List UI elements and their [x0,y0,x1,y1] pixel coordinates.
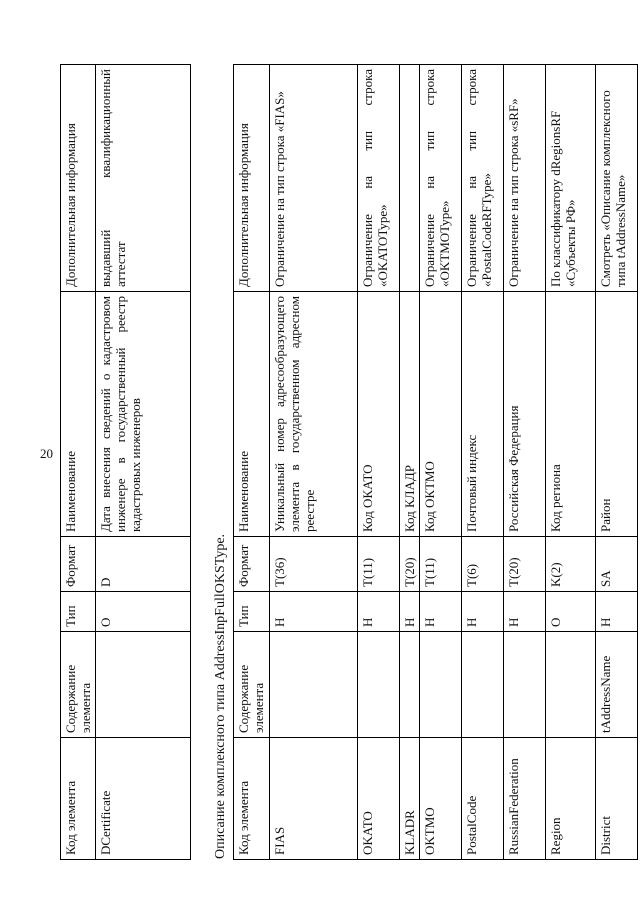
cell-info: Ограничение на тип строка «PostalCodeRFType» [462,65,504,292]
cell-format: T(20) [504,537,546,592]
table-row-district [596,65,638,860]
header-format: Формат [61,537,96,592]
cell-code: OKTMO [420,738,462,860]
table-row-fias [270,65,358,860]
cell-code: Region [546,738,596,860]
header-content: Содержание элемента [234,632,270,738]
header-format: Формат [234,537,270,592]
cell-type: Н [358,592,400,632]
cell-name: Почтовый индекс [462,292,504,537]
cell-code: FIAS [270,738,358,860]
header-content: Содержание элемента [61,632,96,738]
table-row [96,65,191,860]
cell-name: Код ОКАТО [358,292,400,537]
cell-info: Смотреть «Описание комплексного типа tAddressName» [596,65,638,292]
header-info: Дополнительная информация [234,65,270,292]
header-type: Тип [234,592,270,632]
cell-name: Дата внесения сведений о кадастровом инженере в государственный реестр кадастровых инженеров [96,292,191,537]
cell-content: tAddressName [596,632,638,738]
cell-format: T(6) [462,537,504,592]
cell-name: Район [596,292,638,537]
cell-format: K(2) [546,537,596,592]
cell-type: Н [504,592,546,632]
cell-format: T(11) [420,537,462,592]
table-row-russianfederation [504,65,546,860]
cell-type: О [546,592,596,632]
cell-content [96,632,191,738]
table-header-row [234,65,270,860]
cell-code: KLADR [400,738,420,860]
cell-code: RussianFederation [504,738,546,860]
cell-type: Н [270,592,358,632]
cell-name: Код КЛАДР [400,292,420,537]
cell-info: Ограничение на тип строка «OKTMOType» [420,65,462,292]
header-info: Дополнительная информация [61,65,96,292]
cell-content [400,632,420,738]
cell-code: District [596,738,638,860]
table-row-okato [358,65,400,860]
table-row-oktmo [420,65,462,860]
cell-info: Ограничение на тип строка «OKATOType» [358,65,400,292]
table-row-region [546,65,596,860]
cell-content [270,632,358,738]
table-header-row [61,65,96,860]
cell-name: Российская Федерация [504,292,546,537]
page-number: 20 [40,446,53,461]
header-name: Наименование [234,292,270,537]
cell-info [400,65,420,292]
cell-content [504,632,546,738]
cell-name: Код региона [546,292,596,537]
cell-code: OKATO [358,738,400,860]
cell-content [546,632,596,738]
cell-content [358,632,400,738]
cell-code: PostalCode [462,738,504,860]
cell-format: SA [596,537,638,592]
cell-content [462,632,504,738]
table-caption: Описание комплексного типа AddressInpFullOKSType. [213,533,228,859]
header-code: Код элемента [61,738,96,860]
cell-format: T(36) [270,537,358,592]
header-type: Тип [61,592,96,632]
cell-type: Н [400,592,420,632]
cell-format: D [96,537,191,592]
cell-info: выдавший квалификационный аттестат [96,65,191,292]
table-top [60,64,191,860]
cell-info: Ограничение на тип строка «sRF» [504,65,546,292]
cell-format: T(20) [400,537,420,592]
cell-format: T(11) [358,537,400,592]
table-address [233,64,638,860]
cell-name: Уникальный номер адресообразующего элемента в государственном адресном реестре [270,292,358,537]
cell-code: DCertificate [96,738,191,860]
cell-type: O [96,592,191,632]
table-row-kladr [400,65,420,860]
cell-type: Н [596,592,638,632]
cell-content [420,632,462,738]
cell-type: Н [462,592,504,632]
cell-info: Ограничение на тип строка «FIAS» [270,65,358,292]
cell-name: Код ОКТМО [420,292,462,537]
table-row-postalcode [462,65,504,860]
header-name: Наименование [61,292,96,537]
cell-info: По классификатору dRegionsRF «Субъекты РФ» [546,65,596,292]
cell-type: Н [420,592,462,632]
header-code: Код элемента [234,738,270,860]
